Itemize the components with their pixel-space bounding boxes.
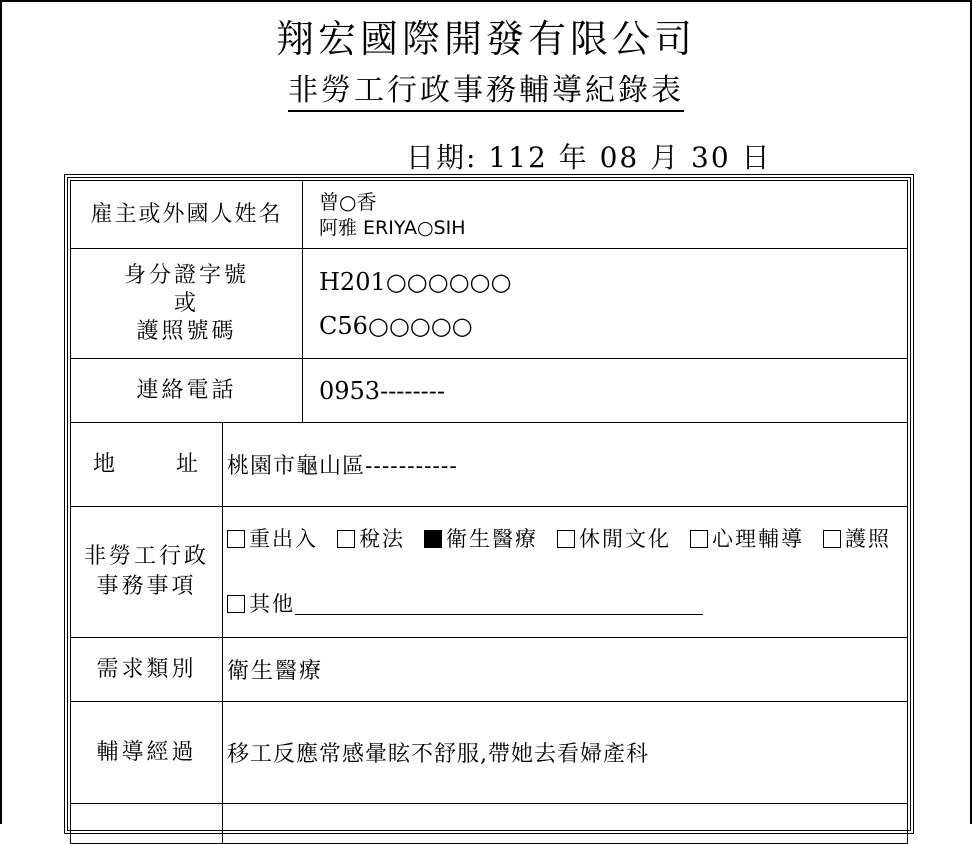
option-leisure[interactable]: 休閒文化 (557, 527, 671, 551)
matters-label (71, 507, 223, 638)
name-line2: 阿雅 ERIYA○SIH (319, 216, 466, 239)
name-label: 雇主或外國人姓名 (71, 181, 303, 249)
checkbox-icon[interactable] (823, 530, 841, 548)
option-health[interactable]: 衛生醫療 (424, 527, 538, 551)
checkbox-icon[interactable] (227, 530, 245, 548)
row-name (71, 181, 908, 249)
id-value-cell (303, 249, 908, 359)
company-name: 翔宏國際開發有限公司 (275, 17, 696, 61)
options-row (227, 507, 907, 572)
demand-value: 衛生醫療 (223, 638, 908, 702)
checkbox-icon[interactable] (227, 595, 245, 613)
form-title: 非勞工行政事務輔導紀錄表 (288, 73, 684, 112)
process-label: 輔導經過 (71, 702, 223, 804)
row-phone (71, 359, 908, 423)
option-other[interactable]: 其他 (227, 592, 295, 616)
checkbox-icon[interactable] (337, 530, 355, 548)
name-value (303, 181, 908, 249)
address-label-2: 址 (176, 451, 202, 477)
address-label-1: 地 (93, 451, 119, 477)
phone-label: 連絡電話 (71, 359, 303, 423)
id-value: H201○○○○○○ (319, 267, 512, 296)
id-label-1: 身分證字號 (123, 262, 249, 288)
phone-value: 0953-------- (303, 359, 908, 423)
row-id (71, 249, 908, 359)
form-title-wrap (2, 72, 970, 110)
matters-label-1: 非勞工行政 (83, 544, 209, 569)
date-line: 日期: 112 年 08 月 30 日 (406, 141, 772, 174)
id-label (71, 249, 303, 359)
checkbox-icon[interactable] (690, 530, 708, 548)
checkbox-checked-icon[interactable] (424, 530, 442, 548)
process-value: 移工反應常感暈眩不舒服,帶她去看婦產科 (223, 702, 908, 804)
row-process (71, 702, 908, 804)
id-label-3: 護照號碼 (136, 318, 237, 344)
row-demand (71, 638, 908, 702)
other-input-line[interactable] (295, 614, 703, 615)
record-form-table (70, 180, 908, 844)
passport-value: C56○○○○○ (319, 311, 473, 340)
demand-label: 需求類別 (71, 638, 223, 702)
row-address (71, 423, 908, 507)
option-tax[interactable]: 稅法 (337, 527, 405, 551)
name-line1: 曾○香 (319, 189, 377, 214)
other-row (227, 572, 907, 637)
checkbox-icon[interactable] (557, 530, 575, 548)
address-value: 桃園市龜山區----------- (223, 423, 908, 507)
matters-label-2: 事務事項 (96, 574, 197, 599)
option-counseling[interactable]: 心理輔導 (690, 527, 804, 551)
id-label-2: 或 (173, 290, 199, 316)
option-passport[interactable]: 護照 (823, 527, 891, 551)
address-label (71, 423, 223, 507)
matters-options (223, 507, 908, 638)
option-reentry[interactable]: 重出入 (227, 527, 318, 551)
row-matters (71, 507, 908, 638)
